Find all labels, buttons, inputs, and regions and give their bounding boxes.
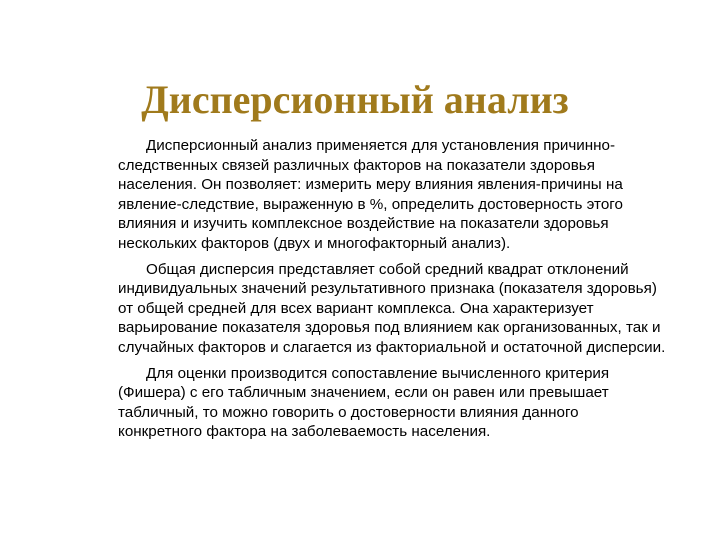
paragraph-2: Общая дисперсия представляет собой средний квадрат отклонений индивидуальных значений результативного признака (показателя здоровья) от общей средней для всех вариант комплекса. Она характеризует варьирование показателя здоровья под влиянием как организованных, так и случайных факторов и слагается из факториальной и остаточной дисперсии. xyxy=(118,260,666,356)
paragraph-1: Дисперсионный анализ применяется для установления причинно-следственных связей различных факторов на показатели здоровья населения. Он позволяет: измерить меру влияния явления-причины на явление-следствие, выраженную в %, определить достоверность этого влияния и изучить комплексное воздействие на показатели здоровья нескольких факторов (двух и многофакторный анализ). xyxy=(118,137,623,252)
slide-body xyxy=(118,136,666,448)
paragraph-3: Для оценки производится сопоставление вычисленного критерия (Фишера) с его табличным значением, если он равен или превышает табличный, то можно говорить о достоверности влияния данного конкретного фактора на заболеваемость населения. xyxy=(118,364,610,441)
slide-title: Дисперсионный анализ xyxy=(141,77,569,122)
